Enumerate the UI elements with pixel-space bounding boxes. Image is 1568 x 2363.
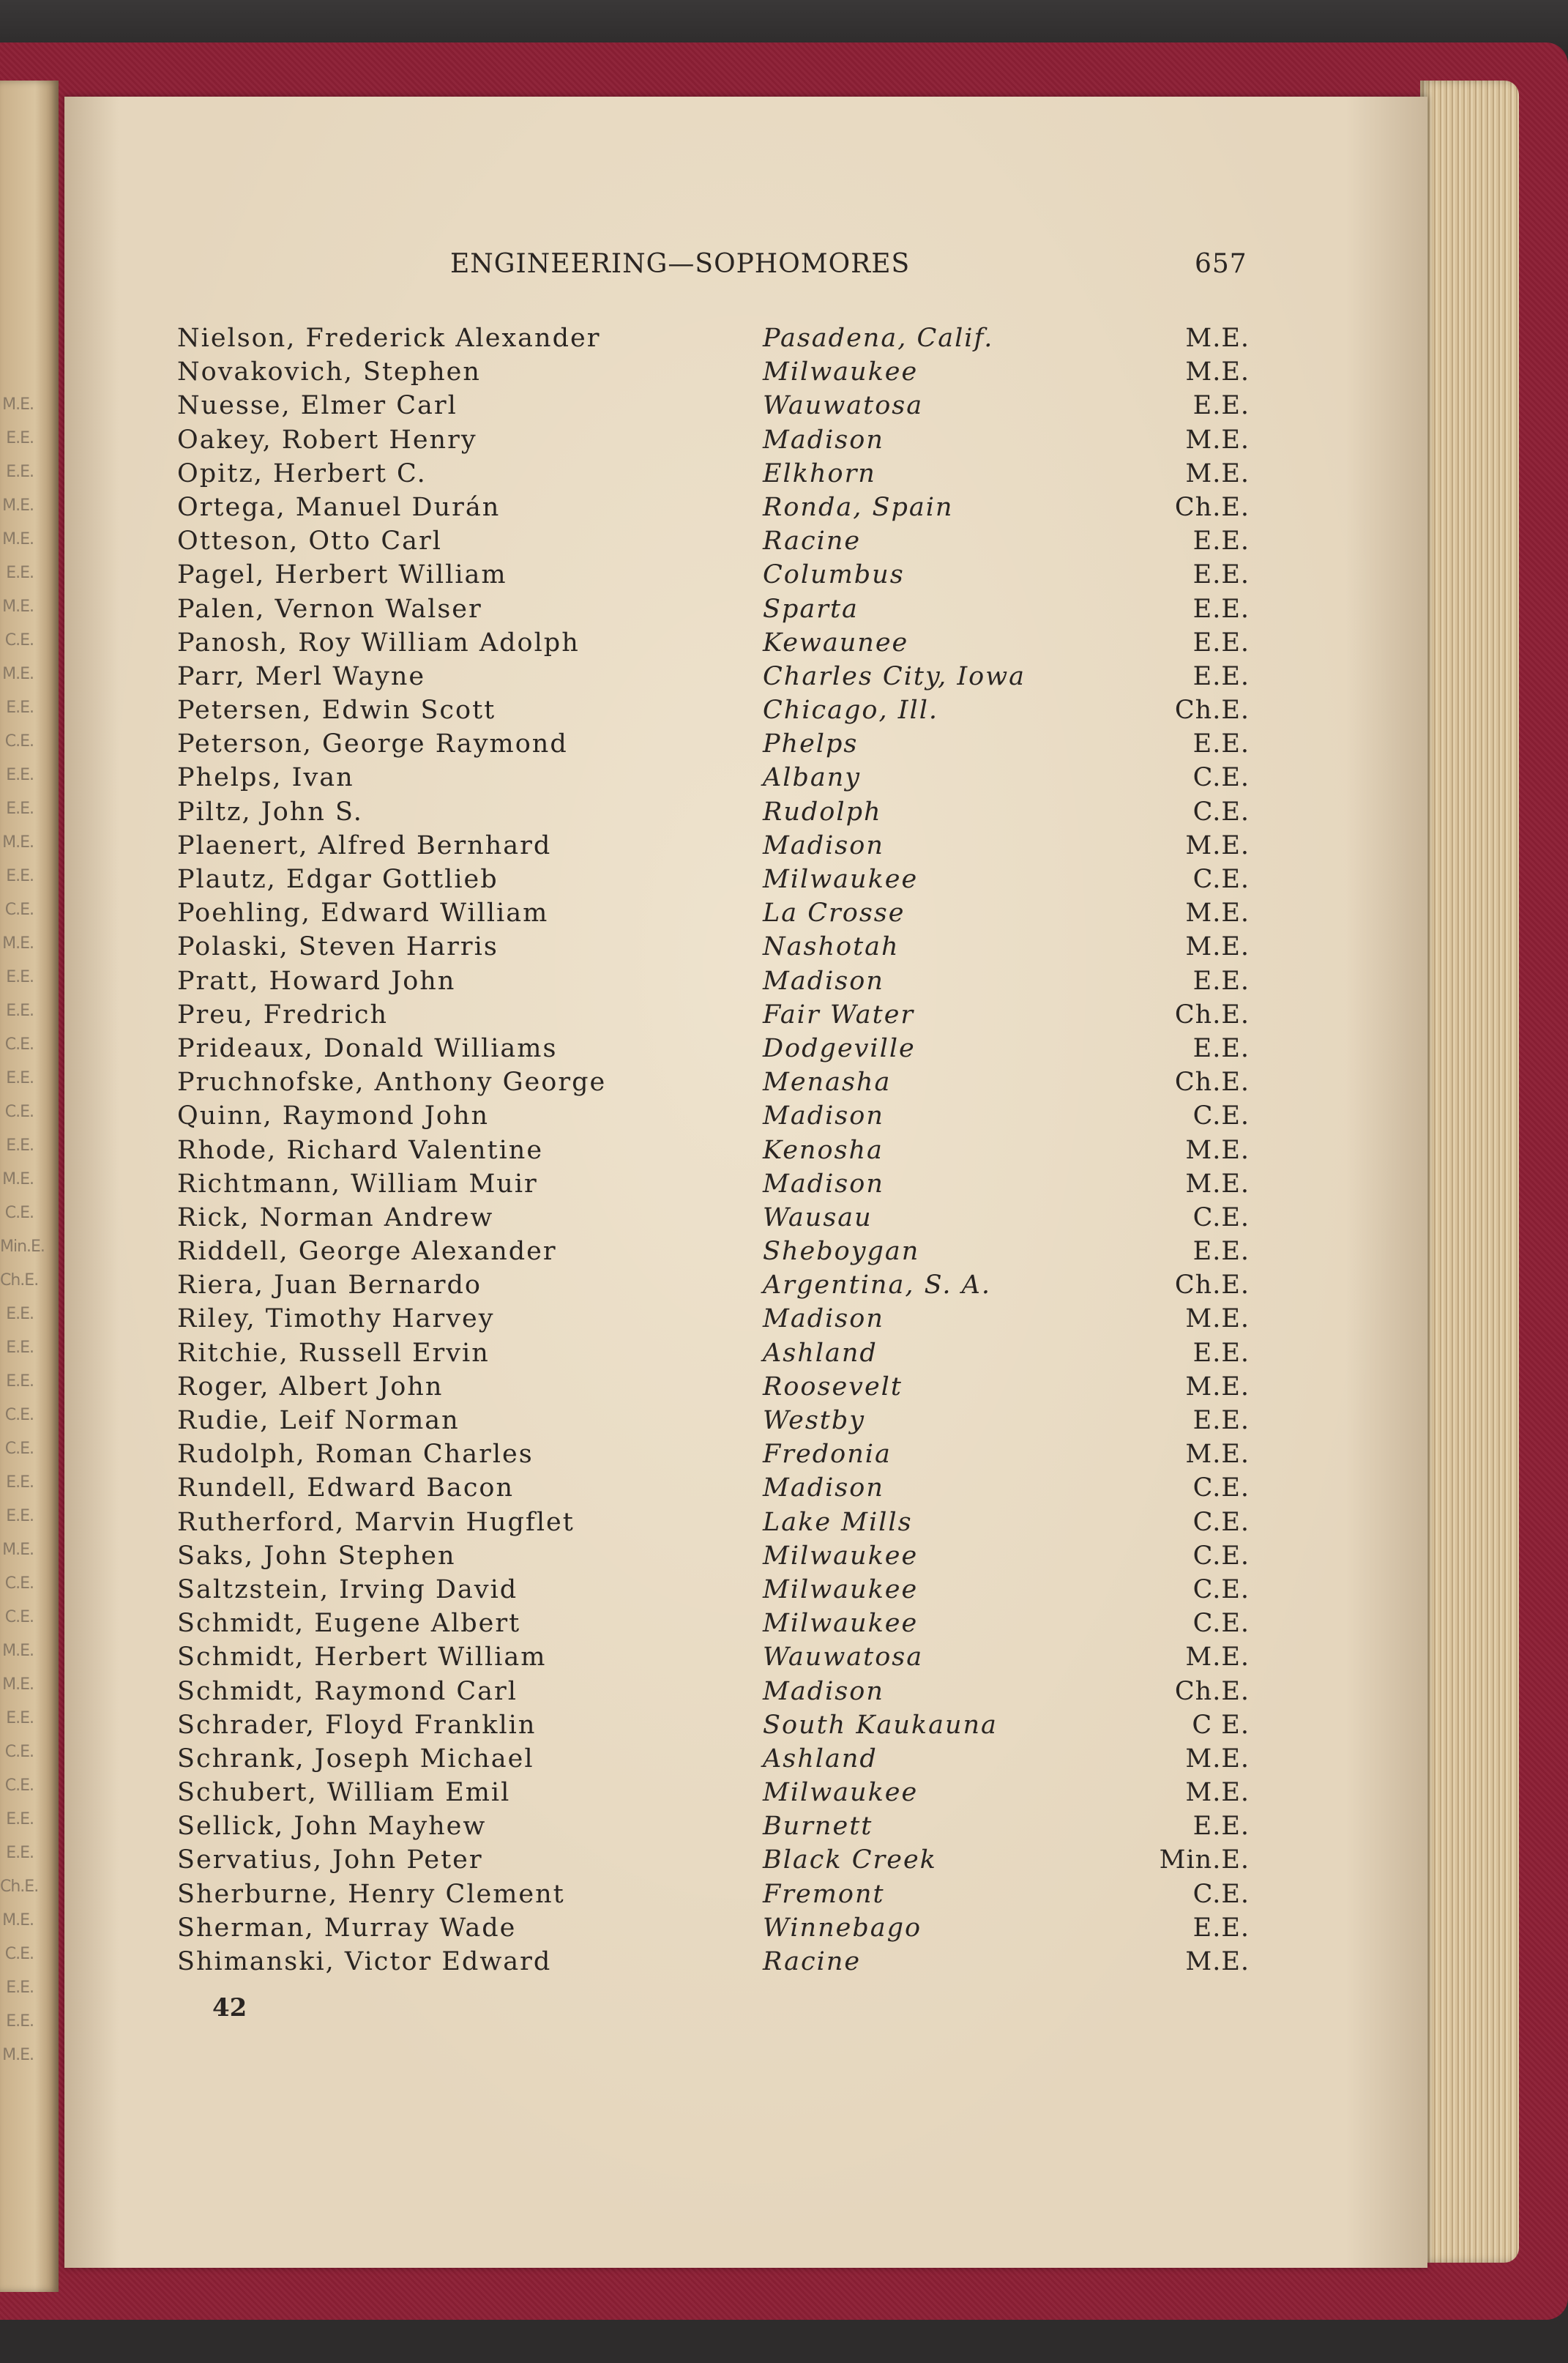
hometown: Madison <box>763 1304 884 1334</box>
degree: M.E. <box>1185 357 1250 387</box>
list-item <box>0 865 1568 898</box>
degree: M.E. <box>1185 458 1250 488</box>
list-item <box>0 1711 1568 1744</box>
left-margin-fragment: C.E. <box>4 631 34 650</box>
left-margin-fragment: C.E. <box>4 1406 34 1424</box>
student-name: Prideaux, Donald Williams <box>177 1033 558 1063</box>
left-margin-fragment: E.E. <box>6 429 34 447</box>
hometown: Madison <box>763 1101 884 1131</box>
student-name: Rick, Norman Andrew <box>177 1202 494 1232</box>
degree: M.E. <box>1185 1947 1250 1976</box>
left-margin-fragment: M.E. <box>2 1541 34 1559</box>
left-margin-fragment: Ch.E. <box>0 1878 39 1896</box>
list-item <box>0 1034 1568 1068</box>
list-item <box>0 1169 1568 1203</box>
student-name: Riddell, George Alexander <box>177 1237 557 1267</box>
degree: M.E. <box>1185 1778 1250 1808</box>
student-name: Phelps, Ivan <box>177 763 354 793</box>
list-item <box>0 357 1568 391</box>
left-margin-fragment: M.E. <box>2 665 34 683</box>
student-name: Rutherford, Marvin Hugflet <box>177 1507 575 1537</box>
left-margin-fragment: E.E. <box>6 1844 34 1862</box>
degree: C.E. <box>1192 797 1250 827</box>
list-item <box>0 1913 1568 1947</box>
list-item <box>0 1406 1568 1440</box>
running-header <box>0 249 1568 286</box>
left-margin-fragment: M.E. <box>2 598 34 616</box>
left-margin-fragment: C.E. <box>4 1035 34 1054</box>
hometown: Ronda, Spain <box>763 492 954 522</box>
left-margin-fragment: M.E. <box>2 1642 34 1660</box>
list-item <box>0 763 1568 797</box>
list-item <box>0 1642 1568 1676</box>
degree: C.E. <box>1192 1202 1250 1232</box>
left-margin-fragment: E.E. <box>6 1136 34 1155</box>
hometown: Ashland <box>763 1744 878 1774</box>
degree: Ch.E. <box>1174 1068 1250 1098</box>
hometown: La Crosse <box>763 898 906 929</box>
student-name: Shimanski, Victor Edward <box>177 1947 552 1976</box>
student-name: Saks, John Stephen <box>177 1541 456 1571</box>
list-item <box>0 595 1568 628</box>
left-margin-fragment: C.E. <box>4 1945 34 1963</box>
degree: E.E. <box>1192 1812 1250 1842</box>
student-name: Quinn, Raymond John <box>177 1101 490 1131</box>
hometown: Madison <box>763 1676 884 1706</box>
student-name: Preu, Fredrich <box>177 1000 388 1030</box>
degree: Ch.E. <box>1174 1270 1250 1300</box>
hometown: Milwaukee <box>763 1541 919 1571</box>
hometown: Milwaukee <box>763 357 919 387</box>
list-item <box>0 1508 1568 1541</box>
student-name: Sherman, Murray Wade <box>177 1913 517 1943</box>
list-item <box>0 1372 1568 1406</box>
list-item <box>0 1677 1568 1711</box>
hometown: Madison <box>763 966 884 996</box>
student-name: Panosh, Roy William Adolph <box>177 628 580 658</box>
degree: M.E. <box>1185 1440 1250 1470</box>
left-margin-fragment: M.E. <box>2 2046 34 2064</box>
degree: M.E. <box>1185 324 1250 353</box>
hometown: Sparta <box>763 594 859 624</box>
degree: C.E. <box>1192 1101 1250 1131</box>
left-margin-fragment: M.E. <box>2 1675 34 1694</box>
student-name: Pratt, Howard John <box>177 966 456 996</box>
list-item <box>0 1541 1568 1575</box>
left-margin-fragment: E.E. <box>6 1069 34 1087</box>
student-name: Nielson, Frederick Alexander <box>177 324 601 353</box>
degree: E.E. <box>1192 1406 1250 1435</box>
degree: E.E. <box>1192 661 1250 691</box>
degree: E.E. <box>1192 1237 1250 1267</box>
student-name: Servatius, John Peter <box>177 1845 483 1875</box>
student-name: Palen, Vernon Walser <box>177 594 482 624</box>
student-name: Saltzstein, Irving David <box>177 1574 518 1604</box>
list-item <box>0 696 1568 729</box>
left-margin-fragment: C.E. <box>4 1776 34 1795</box>
degree: C.E. <box>1192 1879 1250 1909</box>
degree: E.E. <box>1192 628 1250 658</box>
hometown: Lake Mills <box>763 1507 913 1537</box>
student-name: Sherburne, Henry Clement <box>177 1879 565 1909</box>
student-name: Petersen, Edwin Scott <box>177 696 496 726</box>
list-item <box>0 1744 1568 1778</box>
left-margin-fragment: E.E. <box>6 1810 34 1828</box>
list-item <box>0 1101 1568 1135</box>
hometown: Madison <box>763 830 884 860</box>
hometown: Chicago, Ill. <box>763 696 939 726</box>
degree: C.E. <box>1192 1574 1250 1604</box>
degree: C.E. <box>1192 1541 1250 1571</box>
hometown: Madison <box>763 425 884 455</box>
hometown: Westby <box>763 1406 866 1435</box>
left-margin-fragment: C.E. <box>4 1204 34 1222</box>
student-name: Schrank, Joseph Michael <box>177 1744 534 1774</box>
left-margin-fragment: M.E. <box>2 530 34 548</box>
hometown: Pasadena, Calif. <box>763 324 994 353</box>
degree: Ch.E. <box>1174 696 1250 726</box>
degree: M.E. <box>1185 425 1250 455</box>
left-margin-fragment: C.E. <box>4 732 34 751</box>
degree: E.E. <box>1192 1913 1250 1943</box>
degree: E.E. <box>1192 966 1250 996</box>
hometown: Burnett <box>763 1812 873 1842</box>
left-margin-fragment: E.E. <box>6 1507 34 1525</box>
list-item <box>0 1778 1568 1812</box>
left-margin-fragment: E.E. <box>6 1372 34 1391</box>
hometown: Sheboygan <box>763 1237 920 1267</box>
hometown: Dodgeville <box>763 1033 916 1063</box>
left-margin-fragment: Ch.E. <box>0 1271 39 1290</box>
left-margin-fragment: E.E. <box>6 1339 34 1357</box>
hometown: Ashland <box>763 1338 878 1368</box>
student-name: Sellick, John Mayhew <box>177 1812 487 1842</box>
hometown: Black Creek <box>763 1845 937 1875</box>
left-margin-fragment: M.E. <box>2 1170 34 1188</box>
degree: C.E. <box>1192 763 1250 793</box>
list-item <box>0 391 1568 425</box>
left-margin-fragment: E.E. <box>6 2012 34 2031</box>
degree: M.E. <box>1185 1744 1250 1774</box>
degree: M.E. <box>1185 932 1250 962</box>
list-item <box>0 1304 1568 1338</box>
list-item <box>0 1136 1568 1169</box>
student-name: Rundell, Edward Bacon <box>177 1473 515 1503</box>
degree: E.E. <box>1192 1033 1250 1063</box>
hometown: Winnebago <box>763 1913 922 1943</box>
hometown: South Kaukauna <box>763 1710 998 1740</box>
degree: Ch.E. <box>1174 492 1250 522</box>
student-name: Nuesse, Elmer Carl <box>177 391 458 421</box>
degree: M.E. <box>1185 1642 1250 1672</box>
list-item <box>0 1203 1568 1237</box>
signature-mark: 42 <box>212 1993 247 2022</box>
degree: M.E. <box>1185 1135 1250 1165</box>
list-item <box>0 898 1568 932</box>
student-list <box>0 324 1568 1981</box>
student-name: Rudie, Leif Norman <box>177 1406 460 1435</box>
hometown: Madison <box>763 1473 884 1503</box>
left-margin-fragment: E.E. <box>6 1979 34 1997</box>
list-item <box>0 493 1568 526</box>
list-item <box>0 1000 1568 1034</box>
left-margin-fragment: E.E. <box>6 1305 34 1323</box>
hometown: Kenosha <box>763 1135 884 1165</box>
degree: Ch.E. <box>1174 1000 1250 1030</box>
hometown: Racine <box>763 1947 862 1976</box>
hometown: Wausau <box>763 1202 873 1232</box>
list-item <box>0 425 1568 459</box>
degree: C.E. <box>1192 1609 1250 1639</box>
list-item <box>0 628 1568 662</box>
degree: C.E. <box>1192 865 1250 894</box>
left-margin-fragment: E.E. <box>6 867 34 885</box>
degree: E.E. <box>1192 560 1250 590</box>
student-name: Oakey, Robert Henry <box>177 425 477 455</box>
list-item <box>0 1575 1568 1609</box>
list-item <box>0 1440 1568 1473</box>
list-item <box>0 932 1568 966</box>
left-margin-fragment: M.E. <box>2 1911 34 1930</box>
list-item <box>0 1068 1568 1101</box>
student-name: Plautz, Edgar Gottlieb <box>177 865 499 894</box>
list-item <box>0 1270 1568 1304</box>
degree: M.E. <box>1185 830 1250 860</box>
left-margin-fragment: M.E. <box>2 395 34 414</box>
student-name: Schmidt, Herbert William <box>177 1642 547 1672</box>
left-margin-fragment: E.E. <box>6 1002 34 1020</box>
hometown: Milwaukee <box>763 1778 919 1808</box>
degree: E.E. <box>1192 1338 1250 1368</box>
hometown: Milwaukee <box>763 1609 919 1639</box>
hometown: Phelps <box>763 729 859 759</box>
page-number: 657 <box>1195 249 1247 279</box>
student-name: Riera, Juan Bernardo <box>177 1270 482 1300</box>
student-name: Poehling, Edward William <box>177 898 549 929</box>
left-margin-fragment: Min.E. <box>0 1238 45 1256</box>
hometown: Milwaukee <box>763 1574 919 1604</box>
left-margin-fragment: E.E. <box>6 766 34 784</box>
degree: C E. <box>1192 1710 1250 1740</box>
list-item <box>0 967 1568 1000</box>
hometown: Fair Water <box>763 1000 915 1030</box>
student-name: Ritchie, Russell Ervin <box>177 1338 490 1368</box>
student-name: Riley, Timothy Harvey <box>177 1304 495 1334</box>
left-margin-fragment: M.E. <box>2 833 34 852</box>
list-item <box>0 662 1568 696</box>
degree: E.E. <box>1192 391 1250 421</box>
degree: M.E. <box>1185 1304 1250 1334</box>
degree: Min.E. <box>1159 1845 1250 1875</box>
list-item <box>0 1609 1568 1642</box>
student-name: Plaenert, Alfred Bernhard <box>177 830 552 860</box>
student-name: Ortega, Manuel Durán <box>177 492 501 522</box>
list-item <box>0 797 1568 831</box>
degree: M.E. <box>1185 898 1250 929</box>
left-margin-fragment: E.E. <box>6 1473 34 1492</box>
student-name: Otteson, Otto Carl <box>177 526 442 557</box>
student-name: Schmidt, Eugene Albert <box>177 1609 521 1639</box>
hometown: Albany <box>763 763 862 793</box>
student-name: Piltz, John S. <box>177 797 363 827</box>
list-item <box>0 1812 1568 1845</box>
hometown: Madison <box>763 1169 884 1199</box>
hometown: Argentina, S. A. <box>763 1270 991 1300</box>
degree: Ch.E. <box>1174 1676 1250 1706</box>
student-name: Schrader, Floyd Franklin <box>177 1710 537 1740</box>
student-name: Pruchnofske, Anthony George <box>177 1068 607 1098</box>
hometown: Kewaunee <box>763 628 909 658</box>
degree: M.E. <box>1185 1169 1250 1199</box>
list-item <box>0 1845 1568 1879</box>
header-title: ENGINEERING—SOPHOMORES <box>450 249 911 279</box>
list-item <box>0 324 1568 357</box>
degree: M.E. <box>1185 1372 1250 1402</box>
student-name: Polaski, Steven Harris <box>177 932 499 962</box>
left-margin-fragment: C.E. <box>4 1103 34 1121</box>
list-item <box>0 560 1568 594</box>
degree: E.E. <box>1192 526 1250 557</box>
left-margin-fragment: C.E. <box>4 901 34 919</box>
hometown: Rudolph <box>763 797 882 827</box>
student-name: Pagel, Herbert William <box>177 560 507 590</box>
left-margin-fragment: C.E. <box>4 1743 34 1761</box>
left-margin-fragment: E.E. <box>6 699 34 717</box>
list-item <box>0 729 1568 763</box>
hometown: Elkhorn <box>763 458 876 488</box>
list-item <box>0 1947 1568 1981</box>
hometown: Charles City, Iowa <box>763 661 1026 691</box>
list-item <box>0 459 1568 493</box>
degree: C.E. <box>1192 1473 1250 1503</box>
list-item <box>0 831 1568 865</box>
left-margin-fragment: E.E. <box>6 968 34 986</box>
student-name: Schmidt, Raymond Carl <box>177 1676 518 1706</box>
list-item <box>0 1339 1568 1372</box>
student-name: Roger, Albert John <box>177 1372 444 1402</box>
hometown: Milwaukee <box>763 865 919 894</box>
hometown: Wauwatosa <box>763 1642 924 1672</box>
left-margin-fragment: C.E. <box>4 1440 34 1458</box>
left-margin-fragment: E.E. <box>6 564 34 582</box>
student-name: Novakovich, Stephen <box>177 357 481 387</box>
list-item <box>0 1237 1568 1270</box>
hometown: Nashotah <box>763 932 900 962</box>
left-margin-fragment: C.E. <box>4 1608 34 1626</box>
hometown: Wauwatosa <box>763 391 924 421</box>
degree: C.E. <box>1192 1507 1250 1537</box>
student-name: Opitz, Herbert C. <box>177 458 427 488</box>
list-item <box>0 526 1568 560</box>
student-name: Rudolph, Roman Charles <box>177 1440 534 1470</box>
left-margin-fragment: E.E. <box>6 1709 34 1727</box>
hometown: Fremont <box>763 1879 885 1909</box>
student-name: Schubert, William Emil <box>177 1778 511 1808</box>
student-name: Rhode, Richard Valentine <box>177 1135 544 1165</box>
list-item <box>0 1473 1568 1507</box>
degree: E.E. <box>1192 729 1250 759</box>
student-name: Parr, Merl Wayne <box>177 661 426 691</box>
left-margin-fragment: M.E. <box>2 934 34 953</box>
hometown: Columbus <box>763 560 905 590</box>
hometown: Fredonia <box>763 1440 892 1470</box>
hometown: Racine <box>763 526 862 557</box>
hometown: Menasha <box>763 1068 892 1098</box>
list-item <box>0 1880 1568 1913</box>
left-margin-fragment: E.E. <box>6 463 34 481</box>
left-margin-fragment: C.E. <box>4 1574 34 1593</box>
degree: E.E. <box>1192 594 1250 624</box>
student-name: Richtmann, William Muir <box>177 1169 538 1199</box>
left-margin-fragment: E.E. <box>6 800 34 818</box>
left-margin-fragment: M.E. <box>2 496 34 515</box>
student-name: Peterson, George Raymond <box>177 729 568 759</box>
hometown: Roosevelt <box>763 1372 903 1402</box>
